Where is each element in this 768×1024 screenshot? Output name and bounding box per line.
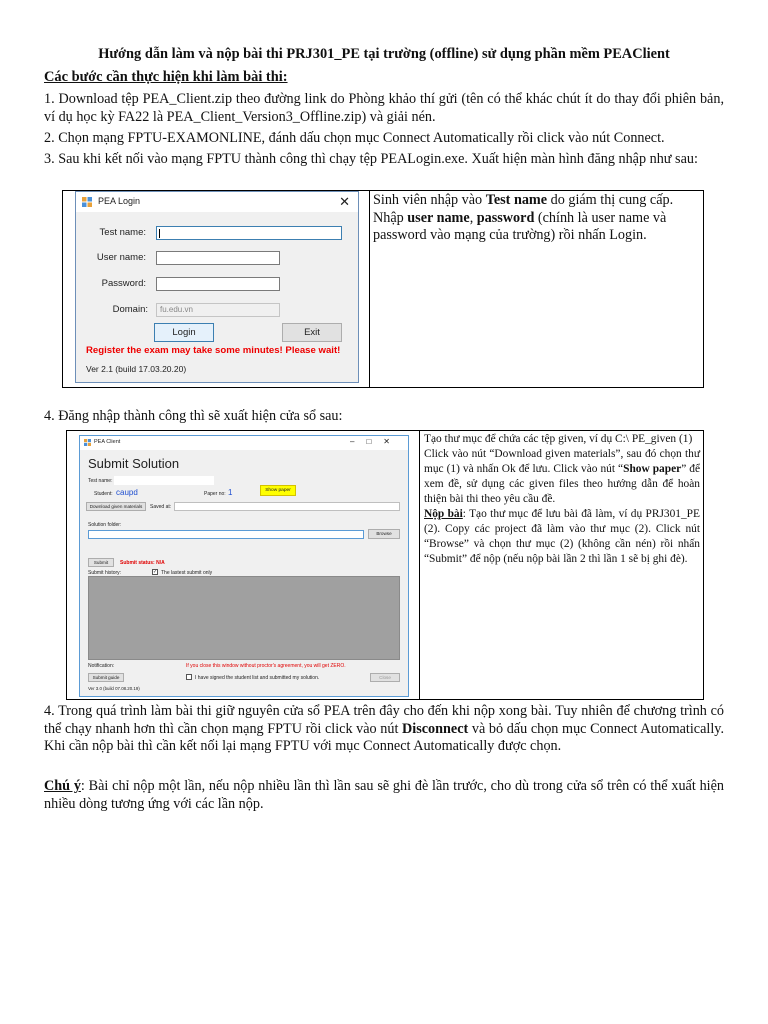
- register-warning: Register the exam may take some minutes! Please wait!: [86, 345, 341, 356]
- solution-folder-label: Solution folder:: [88, 522, 122, 528]
- text-caret: [159, 229, 160, 238]
- note-bold-password: password: [476, 209, 535, 226]
- user-name-input[interactable]: [156, 251, 280, 265]
- close-warning: If you close this window without proctor's agreement, you will get ZERO.: [186, 663, 346, 669]
- close-button[interactable]: Close: [370, 673, 400, 682]
- login-table: [62, 190, 704, 388]
- client-table: [66, 430, 704, 700]
- submit-status: Submit status: N/A: [120, 560, 165, 566]
- saved-at-label: Saved at:: [150, 504, 172, 510]
- step-5: [44, 703, 724, 756]
- step-5-bold-disconnect: Disconnect: [402, 720, 469, 737]
- app-icon: [82, 197, 92, 207]
- step-4: 4. Đăng nhập thành công thì sẽ xuất hiện cửa sổ sau:: [44, 408, 343, 424]
- note-text: (chính là user name và password vào mạng của trường) rồi nhấn Login.: [373, 209, 667, 243]
- doc-title: Hướng dẫn làm và nộp bài thi PRJ301_PE tại trường (offline) sử dụng phần mềm PEAClient: [98, 46, 670, 62]
- paper-no-label: Paper no:: [204, 491, 226, 497]
- step-3: 3. Sau khi kết nối vào mạng FPTU thành công thì chạy tệp PEALogin.exe. Xuất hiện màn hình đăng nhập như sau:: [44, 151, 698, 167]
- student-value: caupd: [116, 488, 138, 497]
- pea-client-window: [79, 435, 409, 697]
- paper-no-value: 1: [228, 488, 233, 497]
- submit-guide-button[interactable]: Submit guide: [88, 673, 124, 682]
- note-text: ,: [469, 209, 477, 226]
- client-window-title: PEA Client: [94, 439, 121, 445]
- instruction-submit: [424, 507, 700, 567]
- submit-button[interactable]: Submit: [88, 558, 114, 567]
- test-name-input[interactable]: [156, 226, 342, 240]
- login-window-title: PEA Login: [98, 196, 141, 206]
- close-icon[interactable]: ✕: [339, 194, 350, 209]
- table-divider: [369, 191, 370, 387]
- login-version: Ver 2.1 (build 17.03.20.20): [86, 364, 187, 374]
- exit-button[interactable]: Exit: [282, 323, 342, 342]
- note-bold-test-name: Test name: [485, 192, 548, 208]
- step-2: 2. Chọn mạng FPTU-EXAMONLINE, đánh dấu chọn mục Connect Automatically rồi click vào nút Connect.: [44, 130, 665, 146]
- step-1: 1. Download tệp PEA_Client.zip theo đường link do Phòng khảo thí gửi (tên có thể khác chút ít do thay đổi phiên bản, ví dụ học kỳ FA22 là PEA_Client_Version3_Offline.zip) và giải nén.: [44, 91, 724, 125]
- show-paper-button[interactable]: Show paper: [260, 485, 296, 496]
- pea-login-window: [75, 191, 359, 383]
- password-input[interactable]: [156, 277, 280, 291]
- instruction-text: Click vào nút “Download given materials”, sau đó chọn thư mục (1) và nhấn Ok để lưu. Click vào nút “: [424, 448, 700, 475]
- user-name-label: User name:: [96, 252, 146, 263]
- client-instructions: [424, 432, 700, 567]
- instruction-bold-show-paper: Show paper: [623, 463, 682, 475]
- domain-input: fu.edu.vn: [156, 303, 280, 317]
- step-5-text: và bỏ dấu chọn mục Connect Automatically. Khi cần nộp bài thì cần kết nối lại mạng FPTU với mục Connect Automatically được chọn.: [44, 720, 724, 754]
- note-text: Sinh viên nhập vào: [373, 192, 486, 208]
- note-text: do giám thị cung cấp. Nhập: [373, 192, 674, 226]
- instruction-text: ” để xem đề, sử dụng các given files theo hướng dẫn để hoàn thiện bài thi theo yêu cầu đề.: [424, 463, 700, 505]
- browse-button[interactable]: Browse: [368, 529, 400, 539]
- instruction-given-folder: Tạo thư mục để chứa các tệp given, ví dụ C:\ PE_given (1): [424, 433, 693, 445]
- test-name-field: [114, 476, 214, 485]
- submit-solution-heading: Submit Solution: [88, 456, 180, 471]
- instruction-label-nop-bai: Nộp bài: [424, 508, 463, 520]
- step-5-text: 4. Trong quá trình làm bài thi giữ nguyên cửa sổ PEA trên đây cho đến khi nộp xong bài. Tuy nhiên để chương trình có thể chạy nhanh hơn thì cần chọn mạng FPTU rồi click vào nút: [44, 703, 724, 737]
- window-controls[interactable]: –□✕: [350, 437, 402, 446]
- password-label: Password:: [101, 278, 146, 289]
- client-titlebar: [80, 436, 408, 450]
- submit-history-label: Submit history:: [88, 570, 122, 576]
- note-bold-user-name: user name: [407, 209, 470, 226]
- note: [44, 778, 724, 813]
- student-label: Student:: [94, 491, 113, 497]
- download-given-materials-button[interactable]: Download given materials: [86, 502, 146, 511]
- instruction-download: [424, 447, 700, 507]
- latest-only-checkbox[interactable]: ✓: [153, 569, 158, 575]
- test-name-label: Test name:: [88, 478, 113, 484]
- saved-at-field: [174, 502, 400, 511]
- signed-label: I have signed the student list and submitted my solution.: [195, 675, 320, 681]
- submit-history-list[interactable]: [88, 576, 400, 660]
- signed-checkbox[interactable]: [186, 674, 192, 680]
- latest-only-label: The lastest submit only: [161, 570, 213, 576]
- note-label: Chú ý: [44, 778, 81, 794]
- domain-label: Domain:: [112, 304, 148, 315]
- test-name-label: Test name:: [99, 227, 146, 238]
- solution-folder-input[interactable]: [88, 530, 364, 539]
- client-version: Ver 3.0 (build 07.08.20.19): [88, 686, 140, 691]
- note-text: : Bài chỉ nộp một lần, nếu nộp nhiều lần thì lần sau sẽ ghi đè lần trước, cho dù trong cửa sổ trên có thể xuất hiện nhiều dòng tương ứng với các lần nộp.: [44, 778, 724, 812]
- notification-label: Notification:: [88, 663, 115, 669]
- login-button[interactable]: Login: [154, 323, 214, 342]
- login-titlebar: [76, 192, 358, 212]
- login-instructions: [373, 192, 699, 245]
- instruction-text: : Tạo thư mục để lưu bài đã làm, ví dụ PRJ301_PE (2). Copy các project đã làm vào thư mục (2). Click nút “Browse” và chọn thư mục (2) (không cần nén) rồi nhấn “Submit” để nộp (nếu nộp bài lần 2 thì lần 1 sẽ bị ghi đè).: [424, 508, 700, 565]
- doc-subtitle: Các bước cần thực hiện khi làm bài thi:: [44, 69, 288, 85]
- table-divider: [419, 431, 420, 699]
- app-icon: [84, 439, 91, 446]
